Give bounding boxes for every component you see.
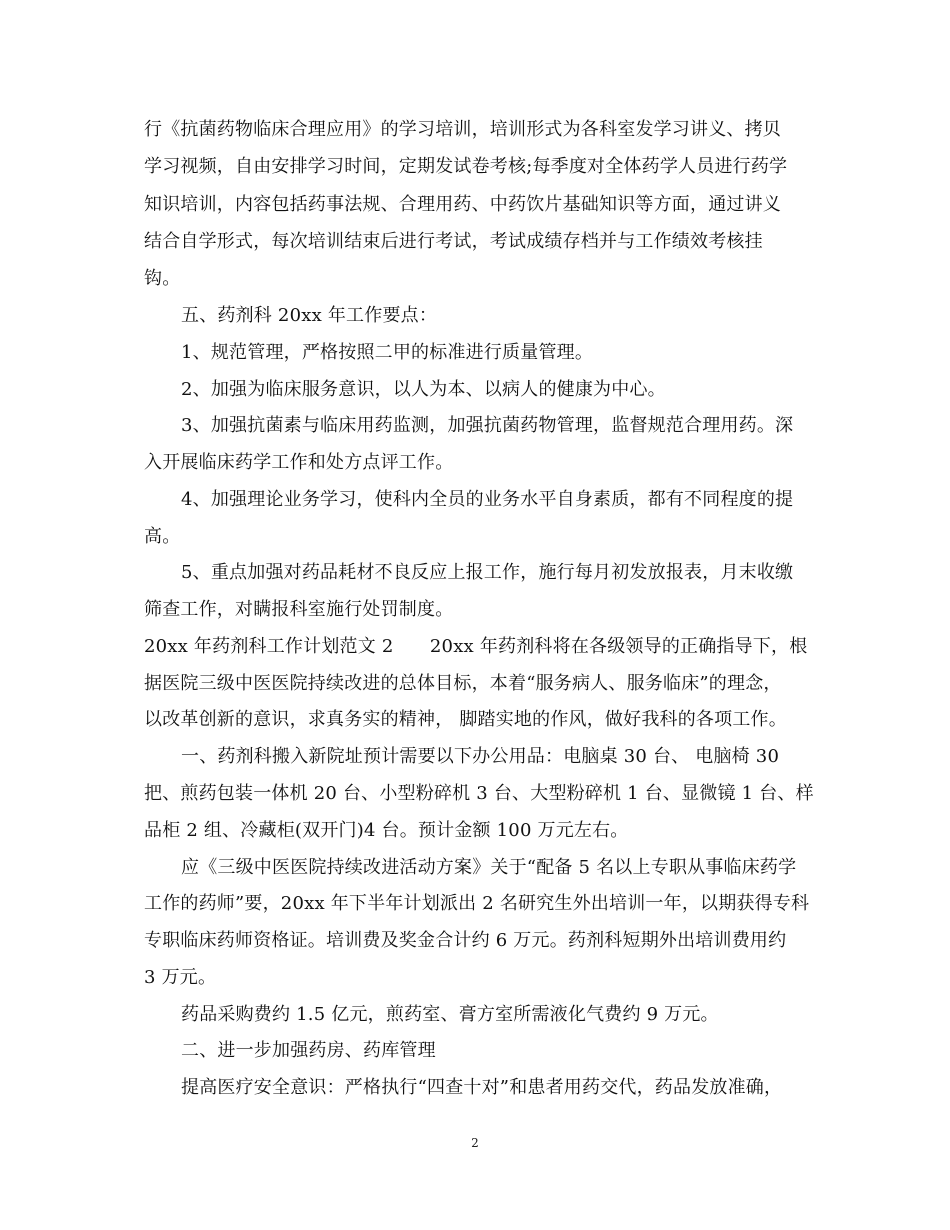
text-line: 入开展临床药学工作和处方点评工作。 [144,452,454,473]
text-line: 应《三级中医医院持续改进活动方案》关于“配备 5 名以上专职从事临床药学 [181,857,797,878]
text-line: 工作的药师”要，20xx 年下半年计划派出 2 名研究生外出培训一年，以期获得专科 [144,893,810,914]
text-line: 据医院三级中医医院持续改进的总体目标，本着“服务病人、服务临床”的理念， [144,673,782,694]
text-line: 专职临床药师资格证。培训费及奖金合计约 6 万元。药剂科短期外出培训费用约 [144,930,787,951]
text-line: 4、加强理论业务学习，使科内全员的业务水平自身素质，都有不同程度的提 [181,489,794,510]
text-line: 高。 [144,526,181,547]
text-line: 把、煎药包装一体机 20 台、小型粉碎机 3 台、大型粉碎机 1 台、显微镜 1 台、样 [144,783,814,804]
text-line: 5、重点加强对药品耗材不良反应上报工作，施行每月初发放报表，月末收缴 [181,562,794,583]
text-line: 一、药剂科搬入新院址预计需要以下办公用品：电脑桌 30 台、 电脑椅 30 [181,746,780,767]
text-line: 3 万元。 [144,967,217,988]
section-heading: 五、药剂科 20xx 年工作要点： [181,305,438,326]
text-line: 筛查工作，对瞒报科室施行处罚制度。 [144,599,454,620]
text-line: 1、规范管理，严格按照二甲的标准进行质量管理。 [181,342,594,363]
page-number: 2 [471,1136,479,1150]
section-heading: 二、进一步加强药房、药库管理 [181,1040,436,1061]
text-line: 20xx 年药剂科工作计划范文 2 20xx 年药剂科将在各级领导的正确指导下，根 [144,636,808,657]
text-line: 以改革创新的意识，求真务实的精神， 脚踏实地的作风，做好我科的各项工作。 [144,709,787,730]
text-line: 提高医疗安全意识：严格执行“四查十对”和患者用药交代，药品发放准确， [181,1077,783,1098]
text-line: 钩。 [144,268,181,289]
text-line: 知识培训，内容包括药事法规、合理用药、中药饮片基础知识等方面，通过讲义 [144,194,781,215]
text-line: 3、加强抗菌素与临床用药监测，加强抗菌药物管理，监督规范合理用药。深 [181,415,794,436]
text-line: 行《抗菌药物临床合理应用》的学习培训，培训形式为各科室发学习讲义、拷贝 [144,119,781,140]
text-line: 学习视频，自由安排学习时间，定期发试卷考核;每季度对全体药学人员进行药学 [144,156,788,177]
text-line: 2、加强为临床服务意识，以人为本、以病人的健康为中心。 [181,379,666,400]
text-line: 结合自学形式，每次培训结束后进行考试，考试成绩存档并与工作绩效考核挂 [144,231,763,252]
text-line: 药品采购费约 1.5 亿元，煎药室、膏方室所需液化气费约 9 万元。 [181,1004,719,1025]
text-line: 品柜 2 组、冷藏柜(双开门)4 台。预计金额 100 万元左右。 [144,820,629,841]
